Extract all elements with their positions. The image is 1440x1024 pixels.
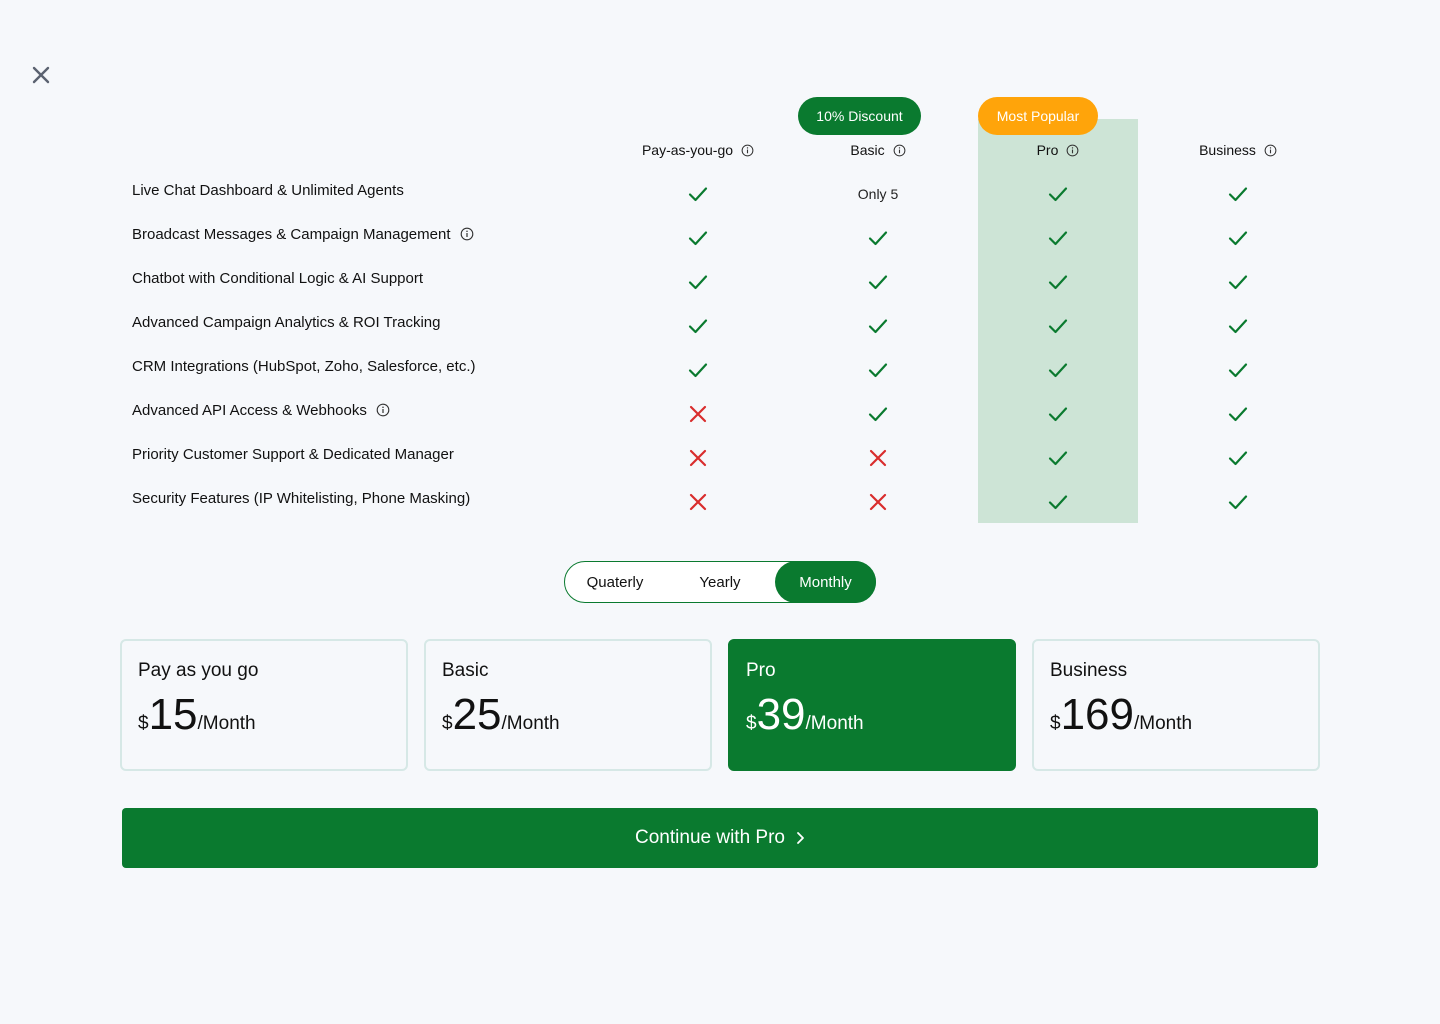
check-icon — [1048, 362, 1068, 378]
price-card-pay-as-you-go[interactable] — [120, 639, 408, 771]
feature-label-text: Advanced API Access & Webhooks — [132, 401, 367, 419]
feature-row-label — [132, 267, 423, 289]
feature-cell — [608, 402, 788, 426]
cross-icon — [869, 449, 887, 467]
feature-label-text: Chatbot with Conditional Logic & AI Support — [132, 269, 424, 287]
feature-cell — [968, 314, 1148, 338]
price-card-pro[interactable] — [728, 639, 1016, 771]
check-icon — [688, 186, 708, 202]
check-icon — [688, 274, 708, 290]
billing-option-quarterly[interactable]: Quaterly — [586, 573, 644, 591]
feature-label-text: Broadcast Messages & Campaign Management — [132, 225, 451, 243]
feature-cell — [1148, 446, 1328, 470]
feature-cell — [1148, 490, 1328, 514]
feature-cell — [968, 358, 1148, 382]
feature-cell — [968, 402, 1148, 426]
feature-cell — [788, 358, 968, 382]
plan-header-business — [1148, 140, 1328, 160]
price-card-name: Pay as you go — [138, 660, 259, 681]
feature-cell-text: Only 5 — [857, 186, 899, 202]
check-icon — [868, 406, 888, 422]
price-period: /Month — [501, 713, 560, 734]
feature-row-label — [132, 443, 454, 465]
plan-header-label: Business — [1199, 142, 1256, 158]
check-icon — [1228, 230, 1248, 246]
feature-cell — [1148, 182, 1328, 206]
feature-cell — [1148, 358, 1328, 382]
billing-period-toggle — [564, 561, 876, 603]
feature-cell — [608, 314, 788, 338]
check-icon — [1228, 450, 1248, 466]
check-icon — [688, 230, 708, 246]
price-amount: 39 — [756, 690, 806, 739]
close-button[interactable] — [30, 64, 52, 86]
feature-label-text: Advanced Campaign Analytics & ROI Tracking — [132, 313, 441, 331]
info-icon[interactable] — [1264, 144, 1277, 157]
check-icon — [688, 318, 708, 334]
feature-label-text: Priority Customer Support & Dedicated Manager — [132, 445, 454, 463]
price-amount: 15 — [148, 690, 198, 739]
plan-header-label: Pay-as-you-go — [641, 142, 734, 158]
feature-cell — [608, 270, 788, 294]
price-currency: $ — [442, 713, 453, 734]
plan-header-pro — [968, 140, 1148, 160]
feature-cell — [788, 314, 968, 338]
price-amount: 25 — [452, 690, 502, 739]
check-icon — [1228, 186, 1248, 202]
feature-cell — [968, 182, 1148, 206]
price-card-name: Basic — [442, 660, 489, 681]
feature-cell — [788, 446, 968, 470]
price-card-basic[interactable] — [424, 639, 712, 771]
continue-button-label: Continue with Pro — [635, 827, 785, 848]
most-popular-badge: Most Popular — [978, 97, 1098, 135]
price-card-name: Business — [1050, 660, 1128, 681]
cross-icon — [689, 449, 707, 467]
price-period: /Month — [805, 713, 864, 734]
check-icon — [868, 318, 888, 334]
plan-header-label: Basic — [850, 142, 885, 158]
billing-option-yearly[interactable]: Yearly — [699, 573, 741, 591]
check-icon — [688, 362, 708, 378]
check-icon — [1048, 450, 1068, 466]
check-icon — [1228, 362, 1248, 378]
check-icon — [868, 362, 888, 378]
feature-cell — [608, 182, 788, 206]
feature-cell — [968, 270, 1148, 294]
feature-row-label — [132, 355, 475, 377]
billing-option-monthly[interactable]: Monthly — [775, 561, 876, 603]
close-icon — [32, 66, 50, 84]
feature-label-text: Live Chat Dashboard & Unlimited Agents — [132, 181, 404, 199]
feature-cell — [608, 490, 788, 514]
cross-icon — [689, 493, 707, 511]
check-icon — [868, 230, 888, 246]
chevron-right-icon — [795, 831, 805, 845]
price-card-name: Pro — [746, 660, 776, 681]
check-icon — [1048, 406, 1068, 422]
feature-cell — [788, 402, 968, 426]
feature-cell — [1148, 226, 1328, 250]
feature-row-label — [132, 179, 404, 201]
info-icon[interactable] — [893, 144, 906, 157]
check-icon — [1228, 318, 1248, 334]
cross-icon — [869, 493, 887, 511]
price-amount: 169 — [1060, 690, 1134, 739]
info-icon[interactable] — [1066, 144, 1079, 157]
price-period: /Month — [197, 713, 256, 734]
price-currency: $ — [138, 713, 149, 734]
info-icon[interactable] — [460, 227, 474, 241]
plan-header-label: Pro — [1036, 142, 1059, 158]
feature-row-label — [132, 487, 470, 509]
check-icon — [1228, 494, 1248, 510]
check-icon — [868, 274, 888, 290]
feature-row-label — [132, 311, 440, 333]
feature-cell — [608, 226, 788, 250]
plan-header-pay-as-you-go — [608, 140, 788, 160]
continue-button[interactable] — [122, 808, 1318, 868]
plan-header-basic — [788, 140, 968, 160]
price-period: /Month — [1134, 713, 1193, 734]
feature-label-text: CRM Integrations (HubSpot, Zoho, Salesforce, etc.) — [132, 357, 476, 375]
check-icon — [1228, 274, 1248, 290]
feature-cell — [968, 226, 1148, 250]
check-icon — [1048, 230, 1068, 246]
check-icon — [1048, 318, 1068, 334]
cross-icon — [689, 405, 707, 423]
info-icon[interactable] — [376, 403, 390, 417]
feature-cell — [788, 490, 968, 514]
feature-row-label — [132, 399, 390, 421]
check-icon — [1228, 406, 1248, 422]
info-icon[interactable] — [741, 144, 754, 157]
feature-label-text: Security Features (IP Whitelisting, Phone Masking) — [132, 489, 471, 507]
feature-cell — [968, 490, 1148, 514]
price-currency: $ — [746, 713, 757, 734]
feature-cell — [1148, 402, 1328, 426]
feature-cell — [608, 358, 788, 382]
feature-cell — [1148, 270, 1328, 294]
feature-cell — [788, 270, 968, 294]
feature-cell — [968, 446, 1148, 470]
check-icon — [1048, 186, 1068, 202]
feature-cell — [788, 226, 968, 250]
feature-cell — [608, 446, 788, 470]
feature-row-label — [132, 223, 474, 245]
discount-badge: 10% Discount — [798, 97, 921, 135]
check-icon — [1048, 274, 1068, 290]
feature-cell — [788, 182, 968, 206]
price-currency: $ — [1050, 713, 1061, 734]
feature-cell — [1148, 314, 1328, 338]
price-card-business[interactable] — [1032, 639, 1320, 771]
check-icon — [1048, 494, 1068, 510]
